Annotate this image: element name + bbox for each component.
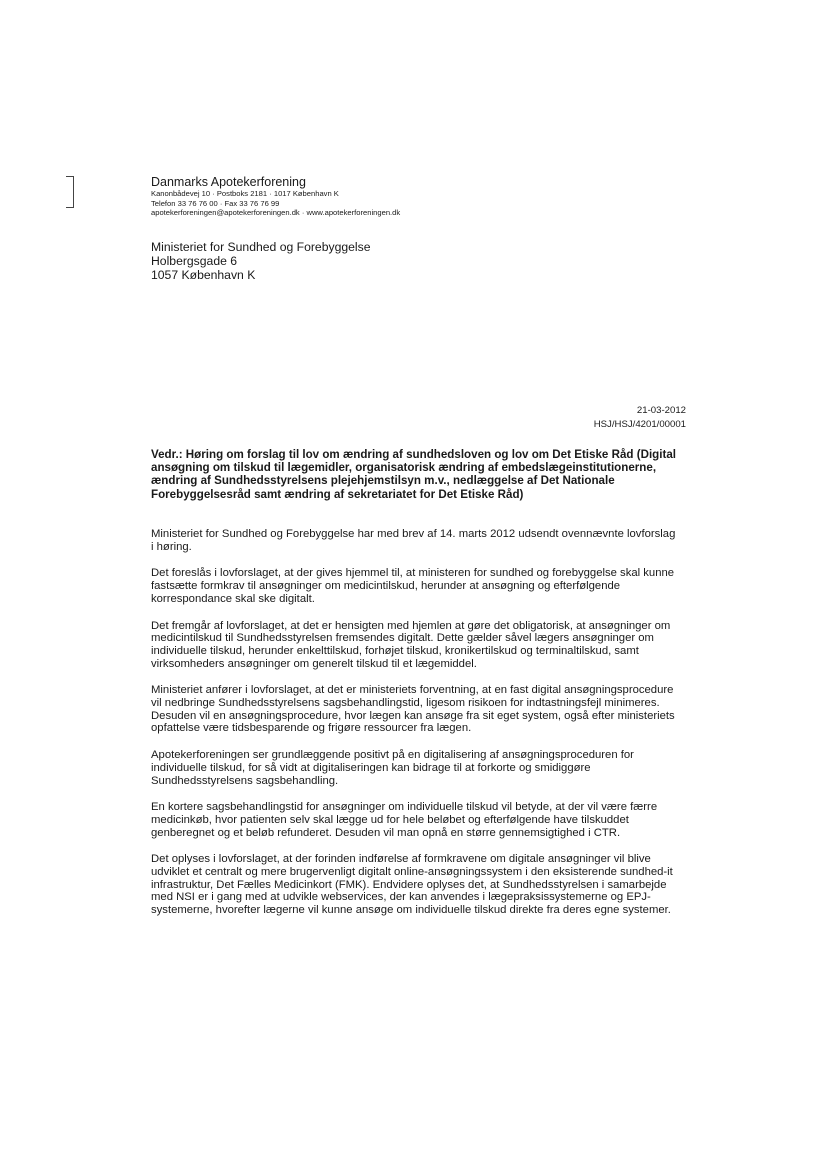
- letter-date: 21-03-2012: [636, 405, 686, 416]
- body-paragraph: Ministeriet anfører i lovforslaget, at det er ministeriets forventning, at en fast digital ansøgningsprocedure vil nedbringe Sundhedsstyrelsens sagsbehandlingstid, ligesom risikoen for indtastningsfejl minimeres. Desuden vil en ansøgningsprocedure, hvor lægen kan ansøge fra sit eget system, også efter ministeriets opfattelse være tidsbesparende og frigøre ressourcer fra lægen.: [151, 684, 675, 735]
- body-paragraph: En kortere sagsbehandlingstid for ansøgninger om individuelle tilskud vil betyde, at der vil være færre medicinkøb, hvor patienten selv skal lægge ud for hele beløbet og efterfølgende have tilskuddet genberegnet og et beløb refunderet. Desuden vil man opnå en større gennemsigtighed i CTR.: [151, 801, 658, 839]
- subject-line: Vedr.: Høring om forslag til lov om ændring af sundhedsloven og lov om Det Etiske Råd (Digital ansøgning om tilskud til lægemidler, organisatorisk ændring af embedslægeinstitutionerne, ændring af Sundhedsstyrelsens plejehjemstilsyn m.v., nedlæggelse af Det Nationale Forebyggelsesråd samt ændring af sekretariatet for Det Etiske Råd): [151, 448, 677, 501]
- body-paragraph: Det foreslås i lovforslaget, at der gives hjemmel til, at ministeren for sundhed og forebyggelse skal kunne fastsætte formkrav til ansøgninger om medicintilskud, herunder at ansøgning og efterfølgende korrespondance skal ske digitalt.: [151, 567, 675, 605]
- sender-contact: apotekerforeningen@apotekerforeningen.dk · www.apotekerforeningen.dk: [151, 208, 401, 218]
- letter-body: [151, 528, 679, 931]
- sender-org: Danmarks Apotekerforening: [151, 175, 306, 189]
- recipient-city: 1057 København K: [151, 268, 256, 282]
- margin-bracket: [66, 176, 74, 208]
- letter-meta: [594, 404, 686, 432]
- sender-address: Kanonbådevej 10 · Postboks 2181 · 1017 København K: [151, 189, 339, 198]
- body-paragraph: Det fremgår af lovforslaget, at det er hensigten med hjemlen at gøre det obligatorisk, at ansøgninger om medicintilskud til Sundhedsstyrelsen fremsendes digitalt. Dette gælder såvel lægers ansøgninger om individuelle tilskud, herunder enkelttilskud, forhøjet tilskud, kronikertilskud og terminaltilskud, samt virksomheders ansøgninger om generelt tilskud til et lægemiddel.: [151, 619, 671, 670]
- sender-block: [151, 175, 400, 218]
- recipient-name: Ministeriet for Sundhed og Forebyggelse: [151, 240, 371, 254]
- recipient-street: Holbergsgade 6: [151, 254, 238, 268]
- body-paragraph: Apotekerforeningen ser grundlæggende positivt på en digitalisering af ansøgningsproceduren for individuelle tilskud, for så vidt at digitaliseringen kan bidrage til at forkorte og smidiggøre Sundhedsstyrelsens sagsbehandling.: [151, 749, 634, 787]
- letter-reference: HSJ/HSJ/4201/00001: [593, 419, 686, 430]
- body-paragraph: Ministeriet for Sundhed og Forebyggelse har med brev af 14. marts 2012 udsendt ovennævnte lovforslag i høring.: [151, 528, 676, 553]
- recipient-block: [151, 240, 371, 282]
- sender-phone: Telefon 33 76 76 00 · Fax 33 76 76 99: [151, 198, 280, 208]
- body-paragraph: Det oplyses i lovforslaget, at der forinden indførelse af formkravene om digitale ansøgninger vil blive udviklet et centralt og mere brugervenligt digitalt online-ansøgningssystem i den eksisterende sundhed-it infrastruktur, Det Fælles Medicinkort (FMK). Endvidere oplyses det, at Sundhedsstyrelsen i samarbejde med NSI er i gang med at udvikle webservices, der kan anvendes i lægepraksissystemerne og EPJ-systemerne, hvorefter lægerne vil kunne ansøge om individuelle tilskud direkte fra deres egne systemer.: [151, 853, 673, 917]
